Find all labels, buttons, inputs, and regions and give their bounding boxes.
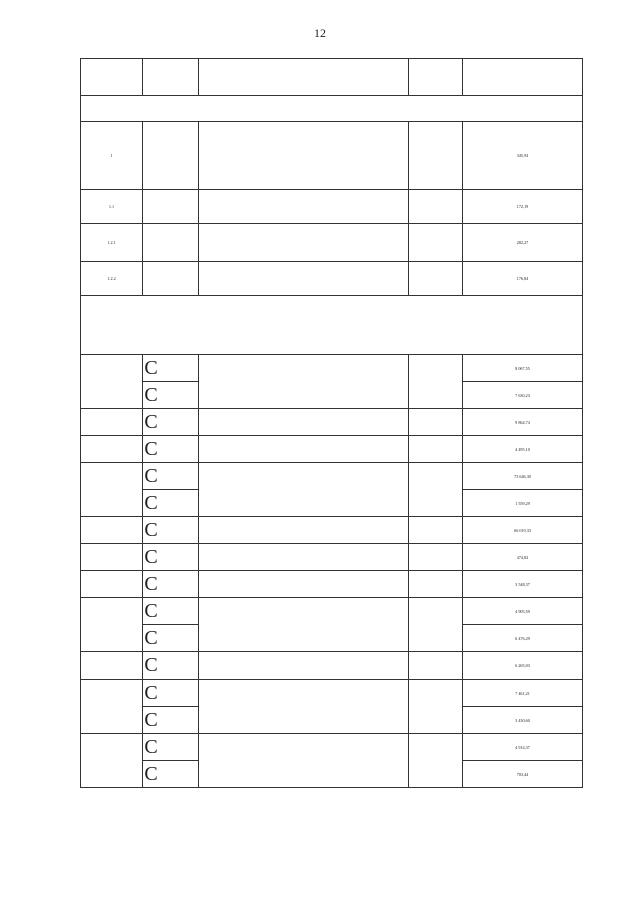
row-designation bbox=[81, 355, 143, 409]
row-unit bbox=[409, 544, 463, 571]
row-subcode: C bbox=[143, 382, 199, 409]
row-unit bbox=[409, 224, 463, 262]
row-name bbox=[199, 652, 409, 680]
row-rate: 9 864,74 bbox=[463, 409, 583, 436]
row-rate: 474,82 bbox=[463, 544, 583, 571]
row-name bbox=[199, 544, 409, 571]
row-subcode: C bbox=[143, 680, 199, 707]
table-header-row bbox=[81, 59, 583, 96]
row-name bbox=[199, 355, 409, 409]
header-name bbox=[199, 59, 409, 96]
row-unit bbox=[409, 734, 463, 788]
row-subcode: C bbox=[143, 463, 199, 490]
row-subcode: C bbox=[143, 598, 199, 625]
row-rate: 172,19 bbox=[463, 190, 583, 224]
row-unit bbox=[409, 355, 463, 409]
row-name bbox=[199, 517, 409, 544]
row-designation bbox=[81, 734, 143, 788]
row-unit bbox=[409, 571, 463, 598]
row-rate: 8 067,55 bbox=[463, 355, 583, 382]
row-unit bbox=[409, 409, 463, 436]
row-subcode: C bbox=[143, 571, 199, 598]
row-name bbox=[199, 190, 409, 224]
row-rate: 4 495,10 bbox=[463, 436, 583, 463]
header-code bbox=[143, 59, 199, 96]
row-unit bbox=[409, 517, 463, 544]
section-band-text bbox=[81, 96, 583, 122]
tariff-table bbox=[80, 58, 583, 788]
row-rate: 6 476,29 bbox=[463, 625, 583, 652]
row-rate: 345,94 bbox=[463, 122, 583, 190]
table-row bbox=[81, 409, 583, 436]
row-name bbox=[199, 436, 409, 463]
row-designation bbox=[81, 436, 143, 463]
row-name bbox=[199, 224, 409, 262]
row-subcode: C bbox=[143, 490, 199, 517]
row-rate: 4 905,59 bbox=[463, 598, 583, 625]
row-designation: 1.2.1 bbox=[81, 224, 143, 262]
row-unit bbox=[409, 598, 463, 652]
section-band bbox=[81, 296, 583, 355]
row-designation bbox=[81, 598, 143, 652]
row-rate: 1 559,29 bbox=[463, 490, 583, 517]
row-code bbox=[143, 122, 199, 190]
row-designation bbox=[81, 463, 143, 517]
row-rate: 176,84 bbox=[463, 262, 583, 296]
row-designation: 1.1 bbox=[81, 190, 143, 224]
row-rate: 3 430,60 bbox=[463, 707, 583, 734]
row-designation: 1 bbox=[81, 122, 143, 190]
row-name bbox=[199, 122, 409, 190]
row-rate: 73 646,30 bbox=[463, 463, 583, 490]
table-row bbox=[81, 436, 583, 463]
row-designation bbox=[81, 544, 143, 571]
row-name bbox=[199, 680, 409, 734]
row-subcode: C bbox=[143, 409, 199, 436]
row-subcode: C bbox=[143, 761, 199, 788]
table-row bbox=[81, 734, 583, 761]
table-row bbox=[81, 571, 583, 598]
row-name bbox=[199, 409, 409, 436]
row-unit bbox=[409, 122, 463, 190]
row-subcode: C bbox=[143, 517, 199, 544]
table-row bbox=[81, 122, 583, 190]
table-row bbox=[81, 544, 583, 571]
row-unit bbox=[409, 190, 463, 224]
row-code bbox=[143, 224, 199, 262]
table-row bbox=[81, 598, 583, 625]
row-rate: 703,44 bbox=[463, 761, 583, 788]
row-unit bbox=[409, 463, 463, 517]
table-row bbox=[81, 262, 583, 296]
section-band-text bbox=[81, 296, 583, 355]
row-designation bbox=[81, 571, 143, 598]
header-designation bbox=[81, 59, 143, 96]
row-subcode: C bbox=[143, 652, 199, 680]
row-designation bbox=[81, 680, 143, 734]
row-rate: 6 265,03 bbox=[463, 652, 583, 680]
page-number: 12 bbox=[314, 26, 326, 40]
row-subcode: C bbox=[143, 355, 199, 382]
section-band bbox=[81, 96, 583, 122]
row-designation: 1.2.2 bbox=[81, 262, 143, 296]
row-designation bbox=[81, 652, 143, 680]
row-name bbox=[199, 598, 409, 652]
row-name bbox=[199, 571, 409, 598]
header-rate bbox=[463, 59, 583, 96]
table-row bbox=[81, 224, 583, 262]
row-unit bbox=[409, 436, 463, 463]
row-subcode: C bbox=[143, 544, 199, 571]
row-name bbox=[199, 734, 409, 788]
row-code bbox=[143, 190, 199, 224]
row-subcode: C bbox=[143, 625, 199, 652]
row-rate: 3 548,37 bbox=[463, 571, 583, 598]
row-designation bbox=[81, 517, 143, 544]
row-unit bbox=[409, 262, 463, 296]
row-rate: 4 914,37 bbox=[463, 734, 583, 761]
table-row bbox=[81, 680, 583, 707]
header-unit bbox=[409, 59, 463, 96]
row-rate: 282,27 bbox=[463, 224, 583, 262]
row-unit bbox=[409, 680, 463, 734]
table-row bbox=[81, 463, 583, 490]
row-rate: 66 019,33 bbox=[463, 517, 583, 544]
row-rate: 7 630,23 bbox=[463, 382, 583, 409]
row-designation bbox=[81, 409, 143, 436]
row-name bbox=[199, 463, 409, 517]
row-subcode: C bbox=[143, 436, 199, 463]
row-subcode: C bbox=[143, 734, 199, 761]
row-name bbox=[199, 262, 409, 296]
row-rate: 7 461,21 bbox=[463, 680, 583, 707]
row-code bbox=[143, 262, 199, 296]
table-row bbox=[81, 652, 583, 680]
table-row bbox=[81, 517, 583, 544]
row-unit bbox=[409, 652, 463, 680]
table-row bbox=[81, 190, 583, 224]
row-subcode: C bbox=[143, 707, 199, 734]
table-row bbox=[81, 355, 583, 382]
